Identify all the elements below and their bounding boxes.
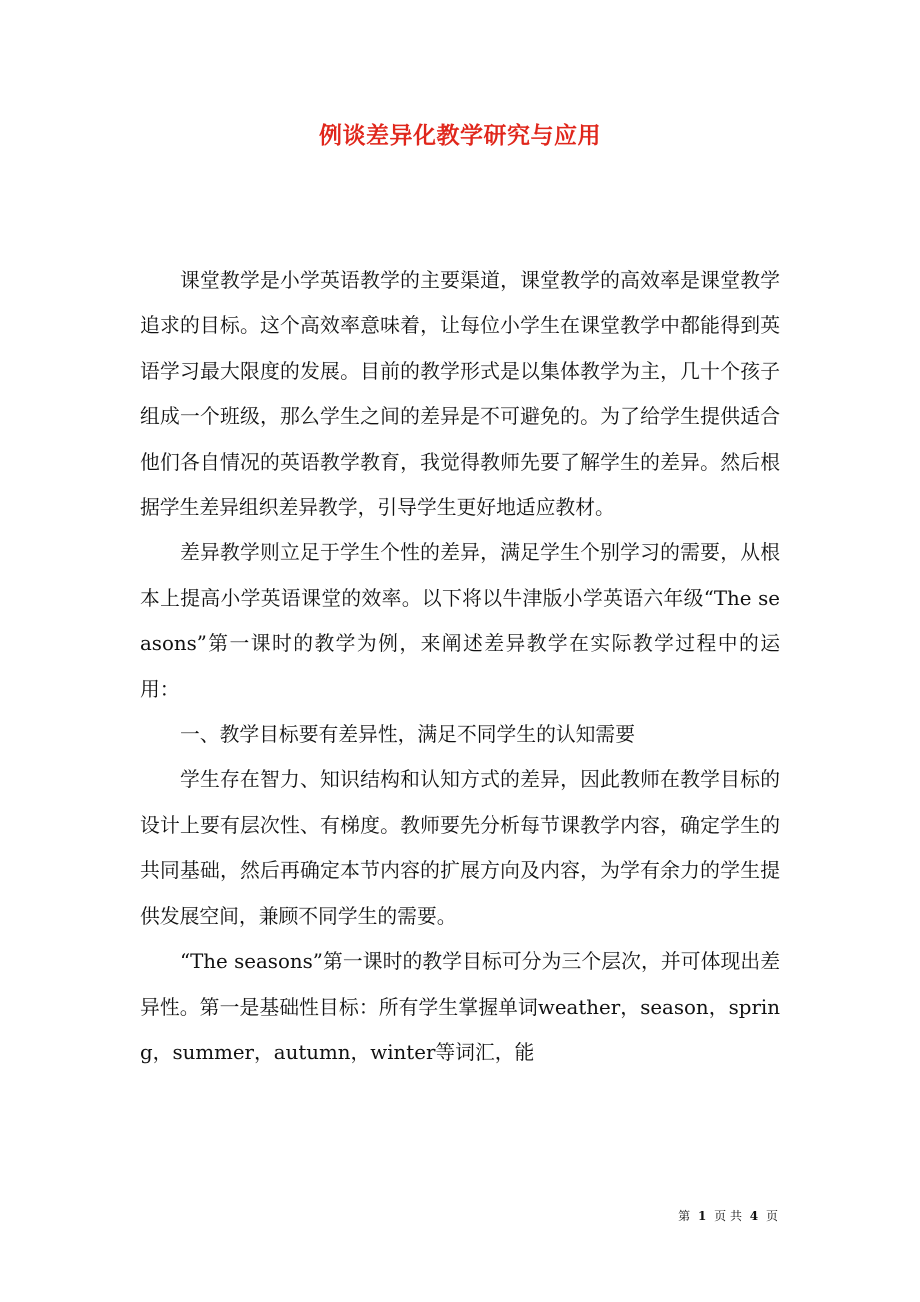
- footer-suffix: 页: [765, 1209, 778, 1223]
- paragraph-intro: 课堂教学是小学英语教学的主要渠道，课堂教学的高效率是课堂教学追求的目标。这个高效率意味着，让每位小学生在课堂教学中都能得到英语学习最大限度的发展。目前的教学形式是以集体教学为主，几十个孩子组成一个班级，那么学生之间的差异是不可避免的。为了给学生提供适合他们各自情况的英语教学教育，我觉得教师先要了解学生的差异。然后根据学生差异组织差异教学，引导学生更好地适应教材。: [140, 269, 780, 520]
- document-title: 例谈差异化教学研究与应用: [319, 122, 601, 149]
- footer-middle: 页 共: [714, 1209, 742, 1223]
- paragraph-seasons-goals: “The seasons”第一课时的教学目标可分为三个层次，并可体现出差异性。第一是基础性目标：所有学生掌握单词weather，season，spring，summer，autumn，winter等词汇，能: [140, 950, 780, 1064]
- footer-prefix: 第: [678, 1209, 691, 1223]
- section-heading-1: 一、教学目标要有差异性，满足不同学生的认知需要: [180, 723, 635, 747]
- page-footer: [676, 1207, 780, 1225]
- paragraph-learning-differences: 学生存在智力、知识结构和认知方式的差异，因此教师在教学目标的设计上要有层次性、有梯度。教师要先分析每节课教学内容，确定学生的共同基础，然后再确定本节内容的扩展方向及内容，为学有余力的学生提供发展空间，兼顾不同学生的需要。: [140, 768, 780, 928]
- footer-total-pages: 4: [749, 1209, 759, 1223]
- footer-page-number: 1: [697, 1209, 707, 1223]
- document-body: [140, 258, 780, 1075]
- paragraph-differentiated-teaching: 差异教学则立足于学生个性的差异，满足学生个别学习的需要，从根本上提高小学英语课堂的效率。以下将以牛津版小学英语六年级“The seasons”第一课时的教学为例，来阐述差异教学在实际教学过程中的运用：: [140, 541, 780, 701]
